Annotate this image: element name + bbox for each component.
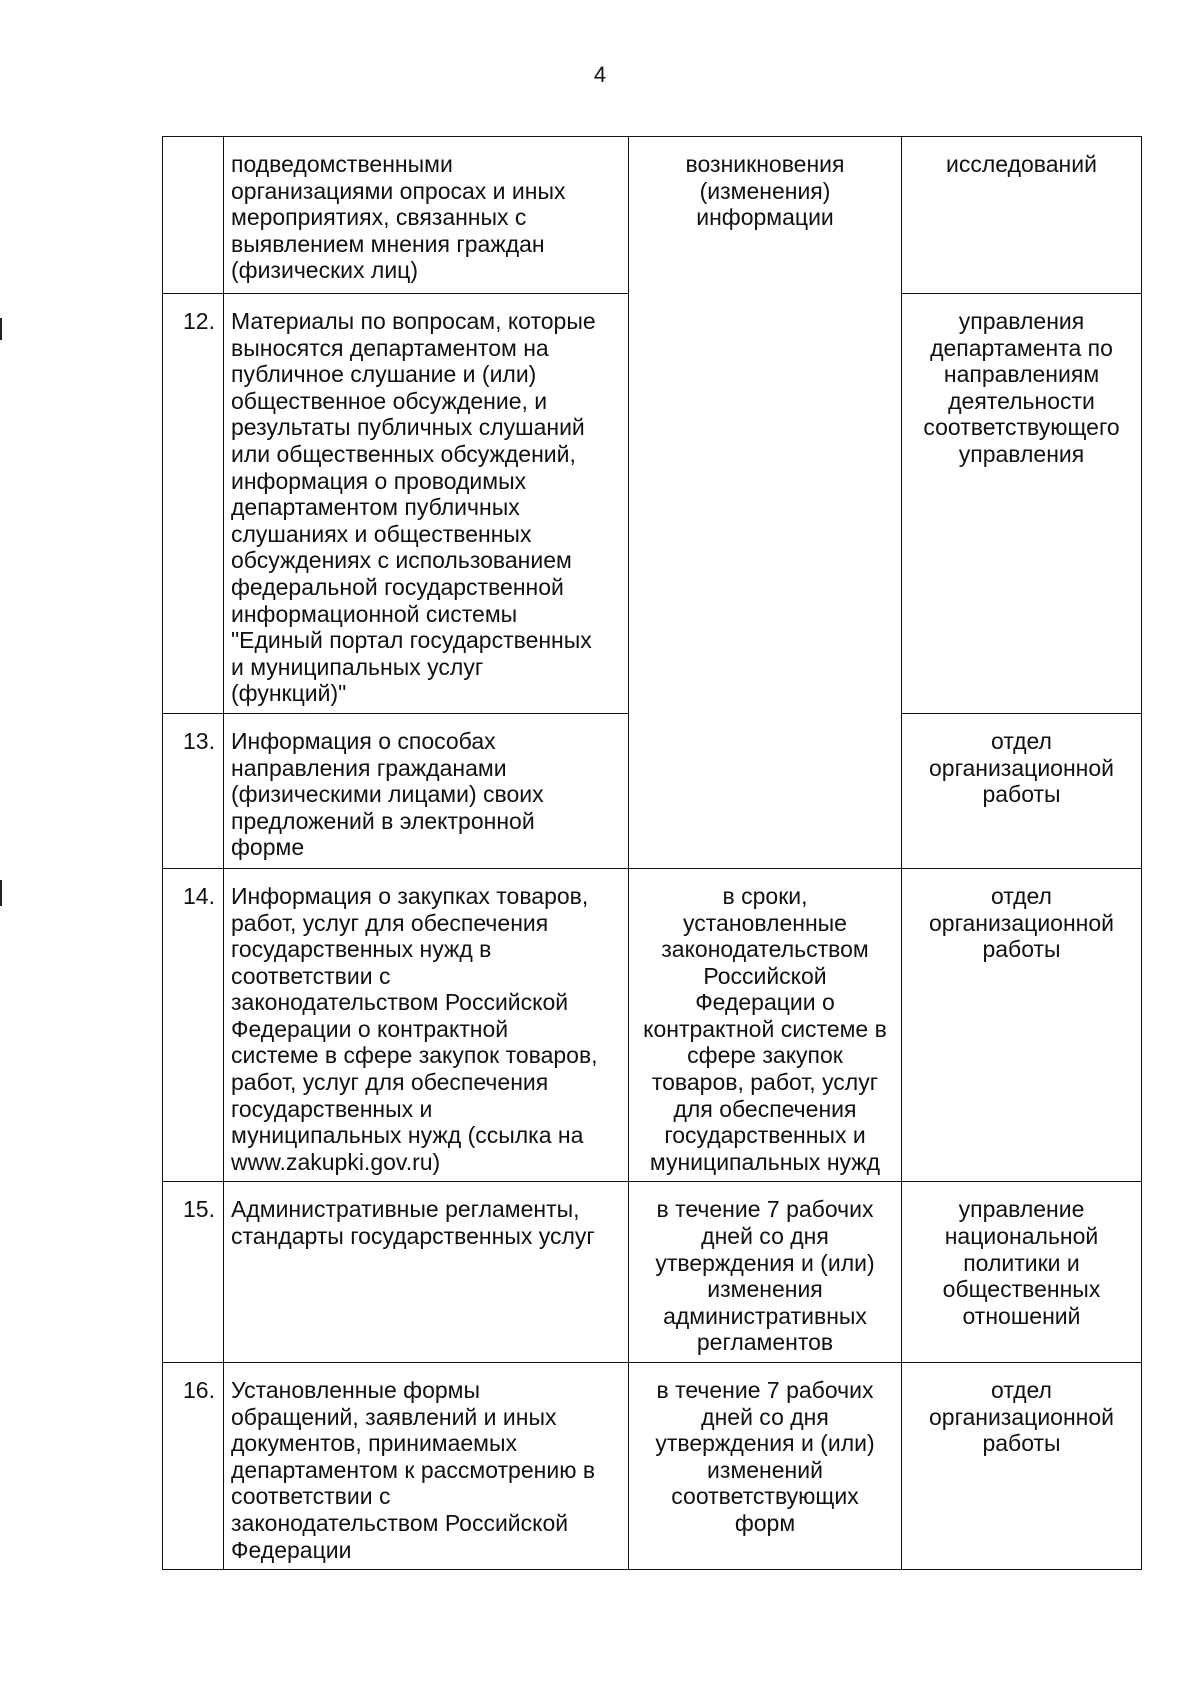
row-number-cell xyxy=(163,713,224,868)
info-cell xyxy=(224,1182,629,1363)
info-text: Административные регламенты, стандарты государственных услуг xyxy=(231,1196,595,1250)
row-number-cell xyxy=(163,1182,224,1363)
responsible-text: исследований xyxy=(946,151,1097,177)
info-text: подведомственными организациями опросах и иных мероприятиях, связанных с выявлением мнения граждан (физических лиц) xyxy=(231,151,566,284)
term-cell xyxy=(629,868,902,1182)
responsible-text: отдел организационной работы xyxy=(929,882,1114,963)
scan-edge-mark xyxy=(0,318,2,340)
row-number-cell xyxy=(163,1363,224,1570)
term-cell xyxy=(629,1363,902,1570)
responsible-text: управления департамента по направлениям деятельности соответствующего управления xyxy=(923,308,1120,467)
responsible-cell xyxy=(902,1182,1142,1363)
term-text: возникновения (изменения) информации xyxy=(685,151,845,231)
info-cell xyxy=(224,294,629,714)
responsible-cell xyxy=(902,294,1142,714)
info-text: Установленные формы обращений, заявлений и иных документов, принимаемых департаментом к рассмотрению в соответствии с законодательством Российской Федерации xyxy=(231,1377,596,1563)
scan-edge-mark xyxy=(0,880,2,906)
responsible-text: управление национальной политики и общественных отношений xyxy=(942,1196,1101,1329)
row-number: 15. xyxy=(183,1196,215,1223)
responsible-text: отдел организационной работы xyxy=(929,727,1114,808)
page-number: 4 xyxy=(593,62,607,87)
row-number-cell xyxy=(163,868,224,1182)
table-row xyxy=(163,137,1142,294)
row-number: 14. xyxy=(183,882,215,909)
row-number: 12. xyxy=(183,308,215,334)
info-text: Информация о закупках товаров, работ, услуг для обеспечения государственных нужд в соответствии с законодательством Российской Федерации о контрактной системе в сфере закупок товаров, работ, услуг для обеспечения государственных и муниципальных нужд (ссылка на www.zakupki.gov.ru) xyxy=(231,882,598,1175)
table-row xyxy=(163,1363,1142,1570)
row-number-cell xyxy=(163,137,224,294)
info-cell xyxy=(224,713,629,868)
row-number: 16. xyxy=(183,1377,215,1403)
table-row xyxy=(163,1182,1142,1363)
responsible-text: отдел организационной работы xyxy=(929,1377,1114,1457)
term-text: в сроки, установленные законодательством Российской Федерации о контрактной системе в сфере закупок товаров, работ, услуг для обеспечения государственных и муниципальных нужд xyxy=(643,882,887,1175)
table-row xyxy=(163,868,1142,1182)
row-number-cell xyxy=(163,294,224,714)
responsible-cell xyxy=(902,137,1142,294)
info-text: Материалы по вопросам, которые выносятся департаментом на публичное слушание и (или) общественное обсуждение, и результаты публичных слушаний или общественных обсуждений, информация о проводимых департаментом публичных слушаниях и общественных обсуждениях с использованием федеральной государственной информационной системы "Единый портал государственных и муниципальных услуг (функций)" xyxy=(231,308,596,707)
term-text: в течение 7 рабочих дней со дня утверждения и (или) изменения административных регламентов xyxy=(655,1196,875,1356)
info-text: Информация о способах направления гражданами (физическими лицами) своих предложений в электронной форме xyxy=(231,727,544,861)
term-text: в течение 7 рабочих дней со дня утверждения и (или) изменений соответствующих форм xyxy=(655,1377,875,1536)
info-cell xyxy=(224,137,629,294)
term-cell xyxy=(629,1182,902,1363)
info-cell xyxy=(224,868,629,1182)
disclosure-table xyxy=(162,136,1142,1570)
responsible-cell xyxy=(902,868,1142,1182)
info-cell xyxy=(224,1363,629,1570)
responsible-cell xyxy=(902,713,1142,868)
responsible-cell xyxy=(902,1363,1142,1570)
term-cell-merged xyxy=(629,137,902,869)
row-number: 13. xyxy=(183,727,215,754)
